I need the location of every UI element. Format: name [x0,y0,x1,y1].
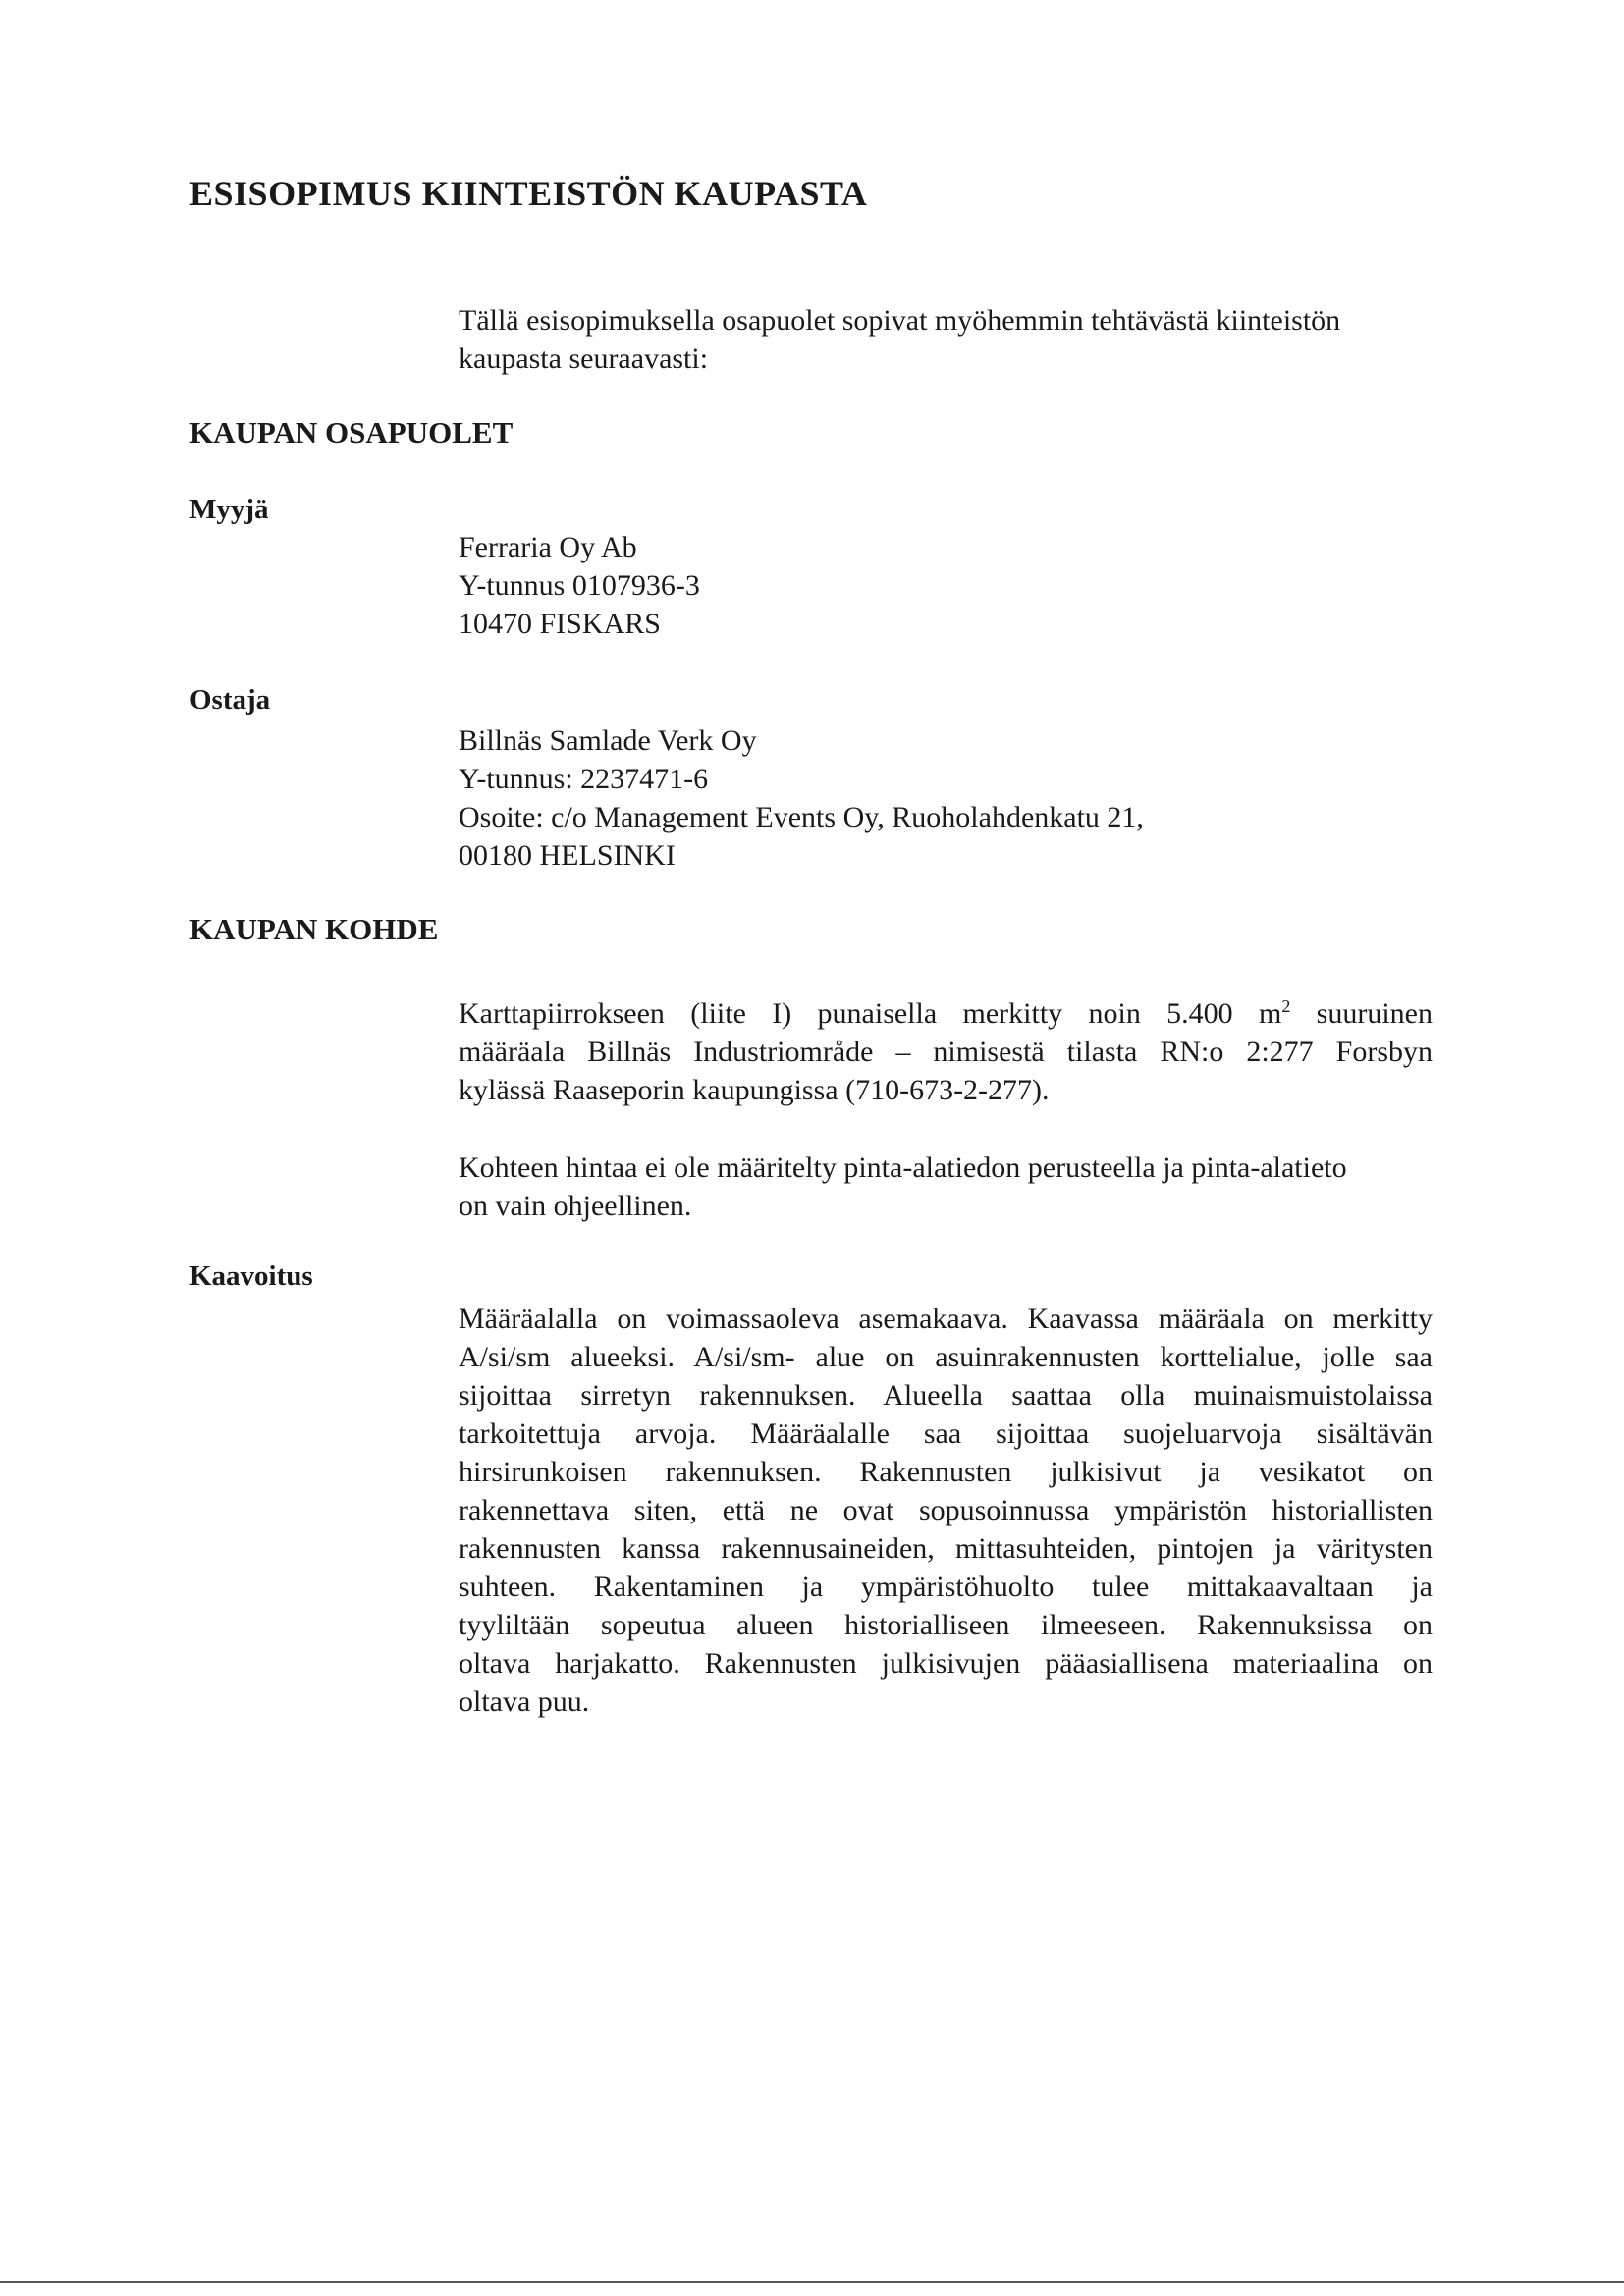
object-heading: KAUPAN KOHDE [189,912,439,946]
price-note-line: Kohteen hintaa ei ole määritelty pinta-alatiedon perusteella ja pinta-alatieto [459,1151,1347,1184]
zoning-line: oltava harjakatto. Rakennusten julkisivujen pääasiallisena materiaalina on [459,1647,1433,1680]
buyer-line: 00180 HELSINKI [459,839,676,872]
object-line-text: Karttapiirrokseen (liite I) punaisella merkitty noin 5.400 m [459,997,1282,1030]
buyer-label: Ostaja [189,684,271,716]
zoning-line: hirsirunkoisen rakennuksen. Rakennusten julkisivut ja vesikatot on [459,1456,1433,1488]
zoning-line: sijoittaa sirretyn rakennuksen. Alueella saattaa olla muinaismuistolaissa [459,1379,1433,1412]
object-line: kylässä Raaseporin kaupungissa (710-673-2-277). [459,1074,1050,1106]
price-note-paragraph [459,1148,1347,1225]
zoning-line: oltava puu. [459,1685,590,1718]
bottom-scan-edge [0,2281,1624,2283]
zoning-line: tyyliltään sopeutua alueen historialliseen ilmeeseen. Rakennuksissa on [459,1609,1433,1641]
intro-line: Tällä esisopimuksella osapuolet sopivat myöhemmin tehtävästä kiinteistön [459,304,1341,337]
seller-line: Ferraria Oy Ab [459,531,637,563]
intro-line: kaupasta seuraavasti: [459,343,709,375]
zoning-line: rakennusten kanssa rakennusaineiden, mittasuhteiden, pintojen ja väritysten [459,1532,1433,1565]
object-line-text: suuruinen [1290,997,1433,1030]
zoning-paragraph [459,1300,1433,1721]
zoning-label: Kaavoitus [189,1260,313,1292]
buyer-line: Y-tunnus: 2237471-6 [459,763,709,795]
zoning-line: A/si/sm alueeksi. A/si/sm- alue on asuinrakennusten korttelialue, jolle saa [459,1341,1433,1373]
square-superscript: 2 [1281,996,1291,1016]
parties-heading: KAUPAN OSAPUOLET [189,415,514,450]
buyer-line: Osoite: c/o Management Events Oy, Ruoholahdenkatu 21, [459,801,1144,833]
buyer-details [459,721,1144,875]
seller-line: Y-tunnus 0107936-3 [459,569,700,602]
object-paragraph [459,994,1433,1109]
seller-label: Myyjä [189,494,269,525]
zoning-line: tarkoitettuja arvoja. Määräalalle saa sijoittaa suojeluarvoja sisältävän [459,1417,1433,1450]
intro-paragraph [459,301,1340,378]
zoning-line: Määräalalla on voimassaoleva asemakaava. Kaavassa määräala on merkitty [459,1303,1433,1335]
zoning-line: rakennettava siten, että ne ovat sopusoinnussa ympäristön historiallisten [459,1494,1433,1526]
object-line: määräala Billnäs Industriområde – nimisestä tilasta RN:o 2:277 Forsbyn [459,1036,1433,1068]
object-line [459,994,1433,1033]
buyer-line: Billnäs Samlade Verk Oy [459,724,757,757]
price-note-line: on vain ohjeellinen. [459,1190,692,1222]
seller-details [459,528,700,643]
zoning-line: suhteen. Rakentaminen ja ympäristöhuolto tulee mittakaavaltaan ja [459,1571,1433,1603]
page-title: ESISOPIMUS KIINTEISTÖN KAUPASTA [189,174,868,213]
seller-line: 10470 FISKARS [459,608,661,640]
